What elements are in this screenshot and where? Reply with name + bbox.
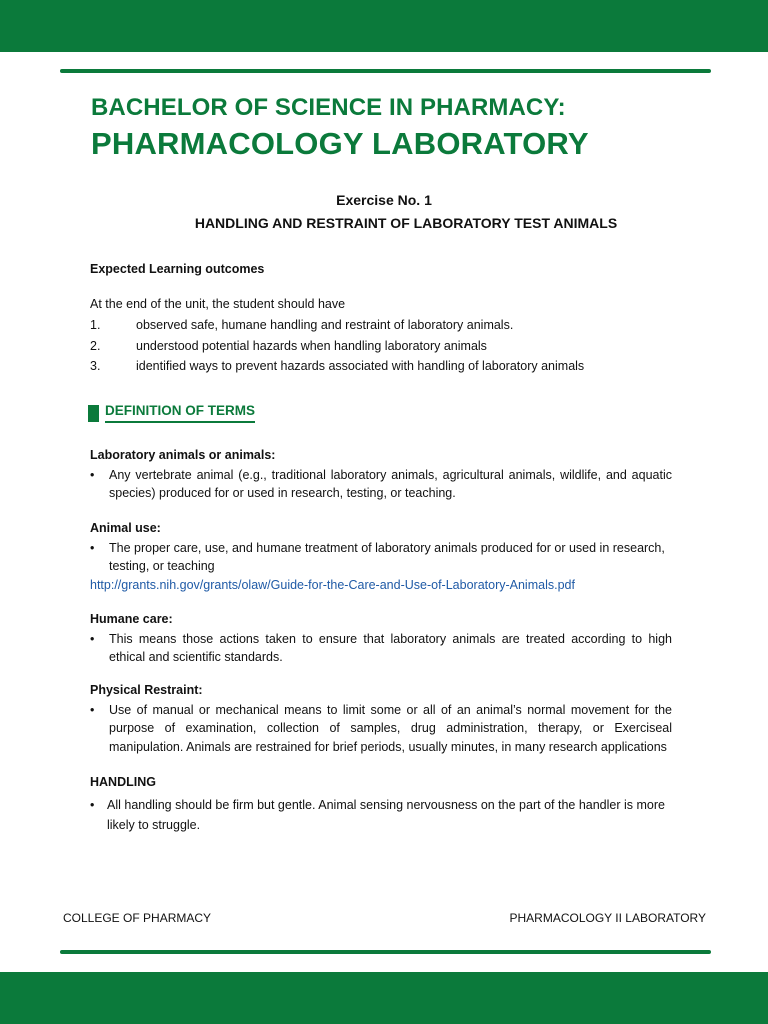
definitions-section-title: DEFINITION OF TERMS (105, 403, 255, 423)
term-lab-animals (90, 446, 672, 503)
exercise-title: HANDLING AND RESTRAINT OF LABORATORY TEST ANIMALS (194, 215, 618, 231)
term-title: Laboratory animals or animals: (90, 448, 276, 462)
footer-college: COLLEGE OF PHARMACY (63, 911, 212, 925)
term-bullet (90, 539, 672, 576)
term-bullet (90, 795, 672, 835)
list-item-number: 3. (90, 359, 101, 373)
term-bullet-text: Use of manual or mechanical means to limit some or all of an animal’s normal movement for the purpose of examination, collection of samples, drug administration, therapy, or Exerciseal manipulation. Animals are restrained for brief periods, usually minutes, in many research applications (109, 702, 672, 754)
exercise-number: Exercise No. 1 (336, 192, 432, 208)
term-bullet-text: Any vertebrate animal (e.g., traditional laboratory animals, agricultural animals, wildlife, and aquatic species) produced for or used in research, testing, or teaching. (109, 467, 672, 500)
document-title-line1: BACHELOR OF SCIENCE IN PHARMACY: (91, 94, 566, 121)
section-marker-icon (88, 405, 99, 422)
footer-divider (60, 950, 711, 954)
term-title: Humane care: (90, 612, 173, 626)
outcomes-intro: At the end of the unit, the student should have (90, 297, 346, 311)
bullet-icon: • (90, 631, 95, 646)
definitions-section-header (88, 403, 255, 423)
list-item-number: 1. (90, 318, 101, 332)
term-humane-care (90, 610, 672, 667)
term-bullet-text: The proper care, use, and humane treatment of laboratory animals produced for or used in research, testing, or teaching (109, 540, 665, 573)
bullet-icon: • (90, 702, 95, 717)
header-divider (60, 69, 711, 73)
list-item-text: identified ways to prevent hazards associated with handling of laboratory animals (136, 359, 585, 373)
term-handling (90, 772, 672, 835)
list-item-text: understood potential hazards when handling laboratory animals (136, 338, 487, 353)
term-bullet-text: This means those actions taken to ensure that laboratory animals are treated according to high ethical and scientific standards. (109, 631, 672, 664)
bullet-icon: • (90, 467, 95, 482)
outcomes-list (90, 318, 672, 380)
term-bullet-text: All handling should be firm but gentle. Animal sensing nervousness on the part of the handler is more likely to struggle. (107, 798, 665, 832)
term-bullet (90, 630, 672, 667)
outcomes-heading: Expected Learning outcomes (90, 262, 265, 276)
header-band (0, 0, 768, 52)
footer-band (0, 972, 768, 1024)
term-bullet (90, 701, 672, 757)
footer-course: PHARMACOLOGY II LABORATORY (509, 911, 706, 925)
list-item-text: observed safe, humane handling and restraint of laboratory animals. (136, 318, 514, 332)
term-title: HANDLING (90, 775, 156, 789)
term-title: Physical Restraint: (90, 683, 203, 697)
guide-link[interactable]: http://grants.nih.gov/grants/olaw/Guide-for-the-Care-and-Use-of-Laboratory-Animals.pdf (90, 577, 575, 592)
term-physical-restraint (90, 681, 672, 756)
document-title-line2: PHARMACOLOGY LABORATORY (91, 126, 589, 161)
term-bullet (90, 466, 672, 503)
list-item (90, 359, 672, 380)
list-item (90, 339, 672, 360)
term-animal-use (90, 519, 672, 594)
bullet-icon: • (90, 540, 95, 555)
term-title: Animal use: (90, 521, 161, 535)
list-item-number: 2. (90, 338, 101, 353)
bullet-icon: • (90, 798, 95, 812)
list-item (90, 318, 672, 339)
